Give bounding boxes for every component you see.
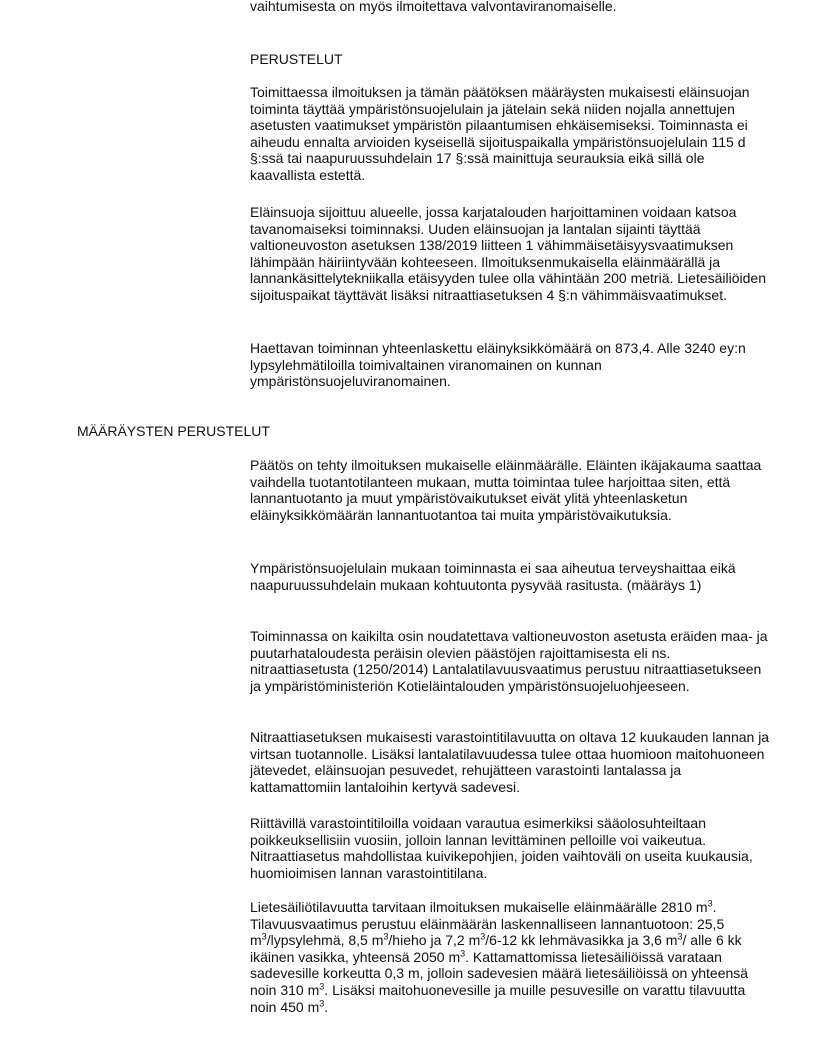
text-segment: Lietesäiliötilavuutta tarvitaan ilmoituksen mukaiselle eläinmäärälle 2810 m xyxy=(250,899,708,915)
maaraysten-paragraph-5: Riittävillä varastointitiloilla voidaan varautua esimerkiksi sääolosuhteiltaan poikkeuksellisiin vuosiin, jolloin lannan levittäminen pelloille voi vaikeutua. Nitraattiasetus mahdollistaa kuivikepohjien, joiden vaihtoväli on useita kuukausia, huomioimisen lannan varastointitilana. xyxy=(250,815,753,881)
maaraysten-paragraph-4: Nitraattiasetuksen mukaisesti varastointitilavuutta on oltava 12 kuukauden lannan ja virtsan tuotannolle. Lisäksi lantalatilavuudessa tulee ottaa huomioon maitohuoneen jätevedet, eläinsuojan pesuvedet, rehujätteen varastointi lantalassa ja kattamattomiin lantaloihin kertyvä sadevesi. xyxy=(250,729,770,795)
perustelut-paragraph-2: Eläinsuoja sijoittuu alueelle, jossa karjatalouden harjoittaminen voidaan katsoa tavanomaiseksi toiminnaksi. Uuden eläinsuojan ja lantalan sijainti täyttää valtioneuvoston asetuksen 138/2019 liitteen 1 vähimmäisetäisyysvaatimuksen lähimpään häiriintyvään kohteeseen. Ilmoituksenmukaisella eläinmäärällä ja lannankäsittelytekniikalla etäisyyden tulee olla vähintään 200 metriä. Lietesäiliöiden sijoituspaikat täyttävät lisäksi nitraattiasetuksen 4 §:n vähimmäisvaatimukset. xyxy=(250,204,766,303)
perustelut-heading: PERUSTELUT xyxy=(250,51,343,67)
text-segment: /hieho ja 7,2 m xyxy=(388,932,481,949)
superscript-3: 3 xyxy=(383,931,389,942)
superscript-3: 3 xyxy=(319,997,325,1008)
text-segment: . Kattamattomissa lietesäiliöissä varataan sadevesille korkeutta 0,3 m, jolloin sadevesien määrä lietesäiliöissä on yhteensä noin 310 m xyxy=(250,948,749,998)
continuation-line: vaihtumisesta on myös ilmoitettava valvontaviranomaiselle. xyxy=(250,0,617,14)
superscript-3: 3 xyxy=(480,931,486,942)
text-segment: /lypsylehmä, 8,5 m xyxy=(266,932,384,949)
text-segment: . xyxy=(324,998,329,1015)
superscript-3: 3 xyxy=(261,931,267,942)
perustelut-paragraph-1: Toimittaessa ilmoituksen ja tämän päätöksen määräysten mukaisesti eläinsuojan toiminta täyttää ympäristönsuojelulain ja jätelain sekä niiden nojalla annettujen asetusten vaatimukset ympäristön pilaantumisen ehkäisemiseksi. Toiminnasta ei aiheudu ennalta arvioiden kyseisellä sijoituspaikalla ympäristönsuojelulain 115 d §:ssä tai naapuruussuhdelain 17 §:ssä mainittuja seurauksia eikä sillä ole kaavallista estettä. xyxy=(250,84,750,183)
text-segment: /6-12 kk lehmävasikka ja 3,6 m xyxy=(485,932,678,949)
superscript-3: 3 xyxy=(460,948,466,959)
maaraysten-perustelut-heading: MÄÄRÄYSTEN PERUSTELUT xyxy=(77,423,270,439)
superscript-3: 3 xyxy=(707,898,713,909)
text-segment: . Lisäksi maitohuonevesille ja muille pesuvesille on varattu tilavuutta noin 450 m xyxy=(250,981,746,1015)
text-segment: / alle 6 kk ikäinen vasikka, yhteensä 2050 m xyxy=(250,932,742,965)
maaraysten-paragraph-2: Ympäristönsuojelulain mukaan toiminnasta ei saa aiheutua terveyshaittaa eikä naapuruussuhdelain mukaan kohtuutonta pysyvää rasitusta. (määräys 1) xyxy=(250,560,736,593)
lietesailio-paragraph xyxy=(250,899,770,1015)
superscript-3: 3 xyxy=(677,931,683,942)
text-segment: . Tilavuusvaatimus perustuu eläinmäärän laskennalliseen lannantuotoon: 25,5 m xyxy=(250,899,725,949)
perustelut-paragraph-3: Haettavan toiminnan yhteenlaskettu eläinyksikkömäärä on 873,4. Alle 3240 ey:n lypsylehmätiloilla toimivaltainen viranomainen on kunnan ympäristönsuojeluviranomainen. xyxy=(250,340,746,390)
maaraysten-paragraph-1: Päätös on tehty ilmoituksen mukaiselle eläinmäärälle. Eläinten ikäjakauma saattaa vaihdella tuotantotilanteen mukaan, mutta toimintaa tulee harjoittaa siten, että lannantuotanto ja muut ympäristövaikutukset eivät ylitä yhteenlasketun eläinyksikkömäärän lannantuotantoa tai muita ympäristövaikutuksia. xyxy=(250,457,762,523)
maaraysten-paragraph-3: Toiminnassa on kaikilta osin noudatettava valtioneuvoston asetusta eräiden maa- ja puutarhataloudesta peräisin olevien päästöjen rajoittamisesta eli ns. nitraattiasetusta (1250/2014) Lantalatilavuusvaatimus perustuu nitraattiasetukseen ja ympäristöministeriön Kotieläintalouden ympäristönsuojeluohjeeseen. xyxy=(250,628,768,694)
superscript-3: 3 xyxy=(319,981,325,992)
